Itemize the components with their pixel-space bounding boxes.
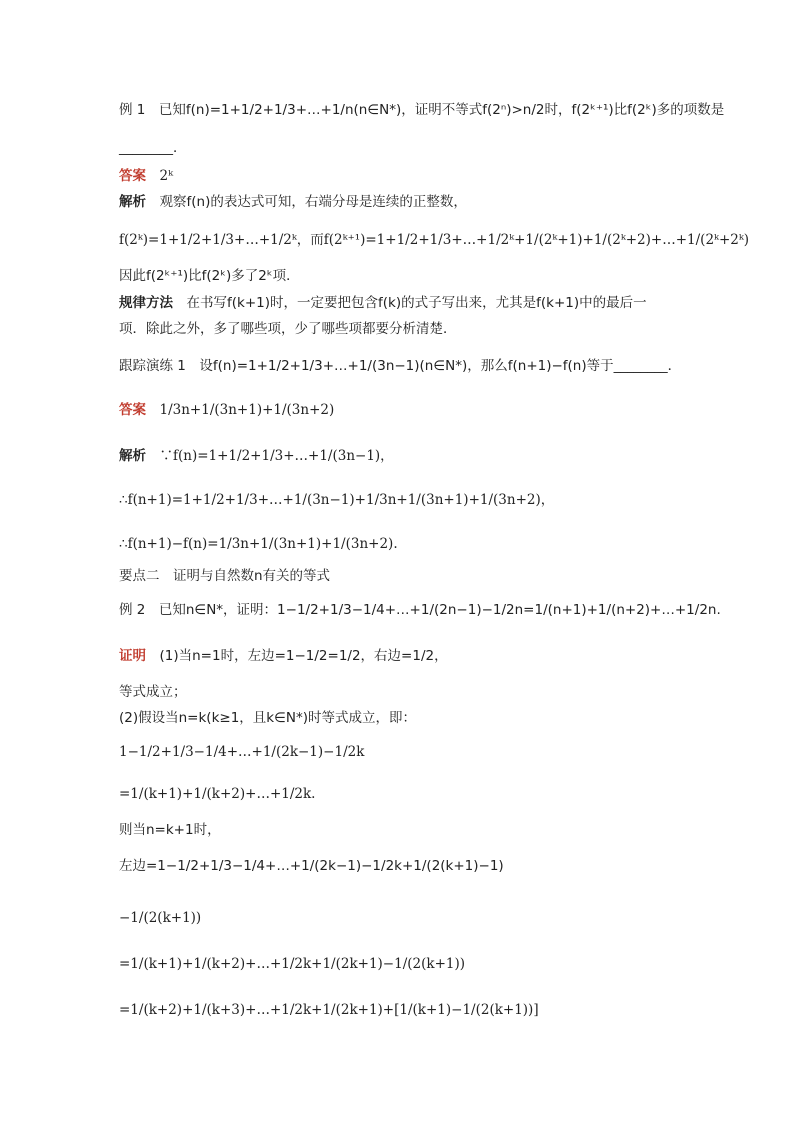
text-segment: 则当n=k+1时， (119, 822, 221, 838)
text-line (119, 323, 457, 337)
text-segment: =1/(k+1)+1/(k+2)+…+1/2k+1/(2k+1)−1/(2(k+1)) (119, 956, 465, 972)
text-segment: 2ᵏ (146, 168, 174, 184)
text-segment: 解析 (119, 448, 146, 464)
text-line (119, 860, 504, 874)
text-line (119, 746, 364, 760)
text-segment: 1/3n+1/(3n+1)+1/(3n+2) (146, 402, 335, 418)
text-line (119, 360, 681, 374)
text-segment: f(2ᵏ)=1+1/2+1/3+…+1/2ᵏ，而f(2ᵏ⁺¹)=1+1/2+1/3+…+1/2ᵏ+1/(2ᵏ+1)+1/(2ᵏ+2)+…+1/(2ᵏ+2ᵏ) (119, 232, 750, 248)
text-segment: ∴f(n+1)−f(n)=1/3n+1/(3n+1)+1/(3n+2). (119, 536, 398, 552)
text-line (119, 788, 315, 802)
text-segment: 要点二 证明与自然数n有关的等式 (119, 568, 331, 584)
text-segment: ∴f(n+1)=1+1/2+1/3+…+1/(3n−1)+1/3n+1/(3n+1)+1/(3n+2)， (119, 492, 555, 508)
text-line (119, 650, 448, 664)
text-line (119, 570, 330, 584)
text-segment: 项．除此之外，多了哪些项，少了哪些项都要分析清楚． (119, 321, 457, 337)
text-line (119, 958, 465, 972)
text-segment: 1−1/2+1/3−1/4+…+1/(2k−1)−1/2k (119, 744, 365, 760)
text-line (119, 170, 173, 184)
text-segment: =1/(k+2)+1/(k+3)+…+1/2k+1/(2k+1)+[1/(k+1)−1/(2(k+1))] (119, 1002, 539, 1018)
text-segment: =1/(k+1)+1/(k+2)+…+1/2k. (119, 786, 316, 802)
text-segment: 跟踪演练 1 设f(n)=1+1/2+1/3+…+1/(3n−1)(n∈N*)，那么f(n+1)−f(n)等于________． (119, 358, 682, 374)
text-segment: 在书写f(k+1)时，一定要把包含f(k)的式子写出来，尤其是f(k+1)中的最后一 (173, 295, 647, 311)
text-segment: 观察f(n)的表达式可知，右端分母是连续的正整数， (146, 194, 467, 210)
text-segment: (1)当n=1时，左边=1−1/2=1/2，右边=1/2， (146, 648, 448, 664)
text-segment: 答案 (119, 402, 146, 418)
text-segment: 规律方法 (119, 295, 173, 311)
text-segment: (2)假设当n=k(k≥1，且k∈N*)时等式成立，即： (119, 710, 416, 726)
text-segment: 例 2 已知n∈N*，证明：1−1/2+1/3−1/4+…+1/(2n−1)−1/2n=1/(n+1)+1/(n+2)+…+1/2n. (119, 602, 721, 618)
text-segment: 左边=1−1/2+1/3−1/4+…+1/(2k−1)−1/2k+1/(2(k+1)−1) (119, 858, 504, 874)
text-line (119, 538, 398, 552)
text-line (119, 824, 221, 838)
text-line (119, 104, 724, 118)
text-line (119, 686, 187, 700)
text-segment: 答案 (119, 168, 146, 184)
text-line (119, 297, 647, 311)
text-line (119, 196, 467, 210)
text-segment: 解析 (119, 194, 146, 210)
text-line (119, 142, 187, 156)
text-line (119, 912, 201, 926)
text-segment: 证明 (119, 648, 146, 664)
text-line (119, 712, 416, 726)
text-line (119, 404, 334, 418)
text-segment: ∵f(n)=1+1/2+1/3+…+1/(3n−1)， (146, 448, 394, 464)
text-line (119, 234, 749, 248)
text-line (119, 270, 300, 284)
text-line (119, 1004, 539, 1018)
text-line (119, 450, 394, 464)
text-segment: 等式成立； (119, 684, 187, 700)
text-segment: ________． (119, 140, 187, 156)
text-segment: 例 1 已知f(n)=1+1/2+1/3+…+1/n(n∈N*)，证明不等式f(2ⁿ)>n/2时，f(2ᵏ⁺¹)比f(2ᵏ)多的项数是 (119, 102, 725, 118)
text-segment: −1/(2(k+1)) (119, 910, 202, 926)
text-line (119, 494, 554, 508)
text-segment: 因此f(2ᵏ⁺¹)比f(2ᵏ)多了2ᵏ项． (119, 268, 300, 284)
text-line (119, 604, 721, 618)
